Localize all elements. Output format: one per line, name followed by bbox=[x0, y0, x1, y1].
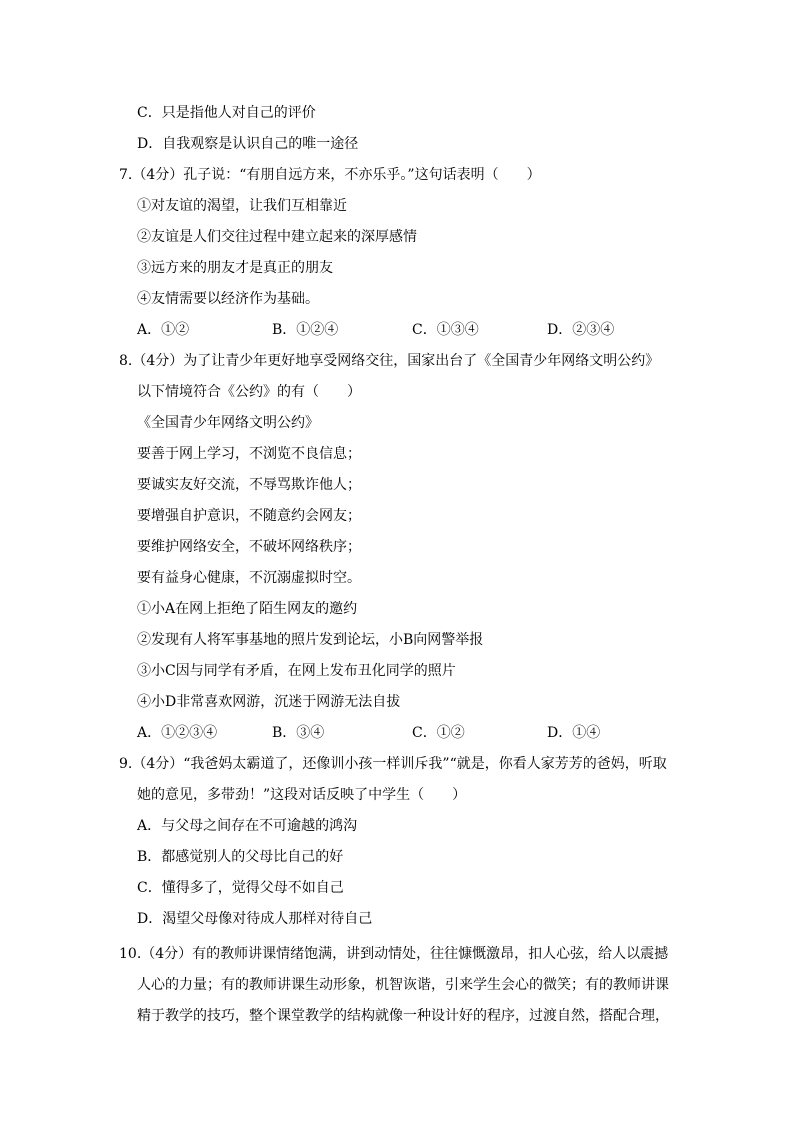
q7-option-b: B．①②④ bbox=[272, 322, 339, 338]
q8-item-1: ①小A在网上拒绝了陌生网友的邀约 bbox=[137, 601, 358, 617]
q8-convention-line-5: 要有益身心健康，不沉溺虚拟时空。 bbox=[137, 570, 361, 586]
q8-convention-title: 《全国青少年网络文明公约》 bbox=[137, 415, 319, 431]
q6-option-d: D．自我观察是认识自己的唯一途径 bbox=[137, 136, 359, 152]
q7-item-4: ④友情需要以经济作为基础。 bbox=[137, 291, 319, 307]
q7-item-3: ③远方来的朋友才是真正的朋友 bbox=[137, 260, 333, 276]
q7-item-1: ①对友谊的渴望，让我们互相靠近 bbox=[137, 198, 347, 214]
q10-stem-line1: 10.（4分）有的教师讲课情绪饱满，讲到动情处，往往慷慨激昂，扣人心弦，给人以震撼 bbox=[119, 946, 669, 962]
q9-option-a: A．与父母之间存在不可逾越的鸿沟 bbox=[137, 818, 358, 834]
q8-option-a: A．①②③④ bbox=[137, 725, 218, 741]
q9-option-b: B．都感觉别人的父母比自己的好 bbox=[137, 849, 344, 865]
q9-stem-line1: 9.（4分）“我爸妈太霸道了，还像训小孩一样训斥我”“就是，你看人家芳芳的爸妈，听取 bbox=[119, 756, 667, 772]
q8-option-d: D．①④ bbox=[547, 725, 601, 741]
q10-stem-line2: 人心的力量；有的教师讲课生动形象，机智诙谐，引来学生会心的微笑；有的教师讲课 bbox=[137, 977, 669, 993]
q8-item-4: ④小D非常喜欢网游，沉迷于网游无法自拔 bbox=[137, 694, 401, 710]
q8-item-2: ②发现有人将军事基地的照片发到论坛，小B向网警举报 bbox=[137, 632, 484, 648]
q10-stem-line3: 精于教学的技巧，整个课堂教学的结构就像一种设计好的程序，过渡自然，搭配合理， bbox=[137, 1008, 669, 1024]
q7-item-2: ②友谊是人们交往过程中建立起来的深厚感情 bbox=[137, 229, 417, 245]
q8-convention-line-1: 要善于网上学习，不浏览不良信息； bbox=[137, 446, 361, 462]
q9-option-d: D．渴望父母像对待成人那样对待自己 bbox=[137, 911, 373, 927]
q8-stem-line2: 以下情境符合《公约》的有（ ） bbox=[137, 384, 361, 400]
q8-convention-line-2: 要诚实友好交流，不辱骂欺诈他人； bbox=[137, 477, 361, 493]
q8-convention-line-4: 要维护网络安全，不破坏网络秩序； bbox=[137, 539, 361, 555]
q6-option-c: C．只是指他人对自己的评价 bbox=[137, 105, 316, 121]
q9-option-c: C．懂得多了，觉得父母不如自己 bbox=[137, 880, 344, 896]
q8-convention-line-3: 要增强自护意识，不随意约会网友； bbox=[137, 508, 361, 524]
q8-option-b: B．③④ bbox=[272, 725, 325, 741]
q8-stem-line1: 8.（4分）为了让青少年更好地享受网络交往，国家出台了《全国青少年网络文明公约》 bbox=[119, 353, 660, 369]
q9-stem-line2: 她的意见，多带劲！”这段对话反映了中学生（ ） bbox=[137, 787, 467, 803]
q7-option-d: D．②③④ bbox=[547, 322, 615, 338]
q7-option-a: A．①② bbox=[137, 322, 190, 338]
q7-stem: 7.（4分）孔子说：“有朋自远方来，不亦乐乎。”这句话表明（ ） bbox=[119, 167, 541, 183]
q8-item-3: ③小C因与同学有矛盾，在网上发布丑化同学的照片 bbox=[137, 663, 456, 679]
q8-option-c: C．①② bbox=[412, 725, 465, 741]
q7-option-c: C．①③④ bbox=[412, 322, 479, 338]
